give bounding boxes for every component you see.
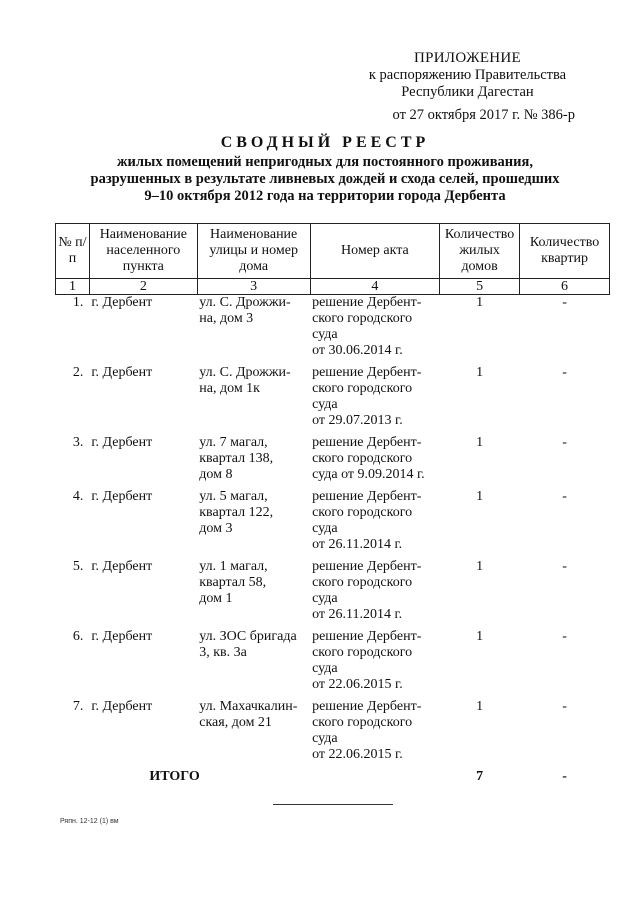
total-label: ИТОГО [149,769,200,784]
table-row [56,435,610,489]
row-street: ул. 5 магал, квартал 122, дом 3 [199,489,274,536]
heading-line-2: разрушенных в результате ливневых дождей и схода селей, прошедших [90,171,560,187]
row-apartments: - [562,489,567,504]
header-locality: Наименование населенного пункта [89,224,197,279]
row-apartments: - [562,699,567,714]
column-number: 5 [440,279,520,295]
row-houses: 1 [476,489,484,504]
column-number: 2 [89,279,197,295]
table-row [56,559,610,629]
table-row [56,489,610,559]
header-houses: Количество жилых домов [440,224,520,279]
table-row [56,699,610,769]
row-act: решение Дербент- ского городского суда от 26.11.2014 г. [312,489,422,552]
column-number: 4 [310,279,440,295]
row-street: ул. Махачкалин- ская, дом 21 [199,699,298,730]
row-act: решение Дербент- ского городского суда от 29.07.2013 г. [312,365,422,428]
row-act: решение Дербент- ского городского суда от 30.06.2014 г. [312,295,422,358]
row-street: ул. С. Дрожжи- на, дом 1к [199,365,291,396]
row-apartments: - [562,559,567,574]
row-houses: 1 [476,629,484,644]
total-houses: 7 [476,769,484,784]
appendix-date: от 27 октября 2017 г. № 386-р [392,107,575,123]
row-number: 6. [72,629,84,644]
appendix-line-1: к распоряжению Правительства [368,67,567,83]
heading-line-1: жилых помещений непригодных для постоянного проживания, [117,154,533,170]
row-houses: 1 [476,699,484,714]
row-act: решение Дербент- ского городского суда от 9.09.2014 г. [312,435,425,482]
row-locality: г. Дербент [91,435,153,450]
row-number: 3. [72,435,84,450]
row-act: решение Дербент- ского городского суда от 22.06.2015 г. [312,699,422,762]
header-street: Наименование улицы и номер дома [197,224,310,279]
column-number: 3 [197,279,310,295]
row-locality: г. Дербент [91,489,153,504]
row-number: 4. [72,489,84,504]
heading-line-3: 9–10 октября 2012 года на территории города Дербента [144,188,506,204]
table-row [56,365,610,435]
row-act: решение Дербент- ского городского суда от 26.11.2014 г. [312,559,422,622]
row-locality: г. Дербент [91,559,153,574]
row-street: ул. С. Дрожжи- на, дом 3 [199,295,291,326]
appendix-block [350,50,585,124]
row-locality: г. Дербент [91,365,153,380]
row-street: ул. 7 магал, квартал 138, дом 8 [199,435,274,482]
header-act: Номер акта [310,224,440,279]
document-title: СВОДНЫЙ РЕЕСТР [220,134,430,151]
row-houses: 1 [476,295,484,310]
row-act: решение Дербент- ского городского суда от 22.06.2015 г. [312,629,422,692]
total-row [56,769,610,785]
column-number-row [56,279,610,295]
document-code: Ряпн. 12-12 (1) вм [60,818,119,825]
row-locality: г. Дербент [91,699,153,714]
column-number: 1 [56,279,90,295]
table-header-row [56,224,610,279]
appendix-title: ПРИЛОЖЕНИЕ [413,50,522,66]
row-number: 2. [72,365,84,380]
row-locality: г. Дербент [91,295,153,310]
table-body [56,295,610,786]
table-row [56,295,610,366]
register-table [55,223,610,785]
row-houses: 1 [476,435,484,450]
document-heading [60,133,590,205]
header-apartments: Количество квартир [520,224,610,279]
row-number: 1. [72,295,84,310]
appendix-line-2: Республики Дагестан [401,84,534,100]
row-street: ул. 1 магал, квартал 58, дом 1 [199,559,268,606]
row-apartments: - [562,295,567,310]
row-apartments: - [562,435,567,450]
column-number: 6 [520,279,610,295]
row-number: 5. [72,559,84,574]
row-locality: г. Дербент [91,629,153,644]
row-houses: 1 [476,559,484,574]
total-apartments: - [562,769,567,784]
row-apartments: - [562,629,567,644]
header-num: № п/п [56,224,90,279]
total-spacer [56,769,90,785]
row-houses: 1 [476,365,484,380]
table-row [56,629,610,699]
signature-divider [273,804,393,805]
row-number: 7. [72,699,84,714]
row-street: ул. ЗОС бригада 3, кв. 3а [199,629,297,660]
row-apartments: - [562,365,567,380]
